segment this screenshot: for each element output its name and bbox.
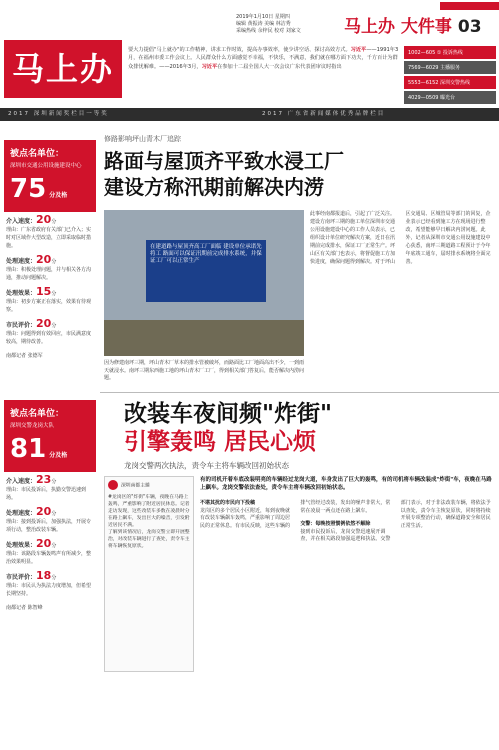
hotline-line: 采编热线 余梓民 校对 刘家文 xyxy=(236,28,301,34)
score-item: 介入速度：20分 理由：广东省政府有关部门已介入；实时对区域作大型改造，立即采取临时措施。 xyxy=(6,213,92,249)
phone-header xyxy=(108,480,190,490)
phone-header-text: 深圳南都主播 xyxy=(121,483,150,489)
hotline-item: 5553—6152 深圳交警热线 xyxy=(404,76,496,89)
headline-line: 路面与屋顶齐平致水浸工厂 xyxy=(104,149,344,173)
paragraph: 接到市民投诉后，龙岗交警迅速展开调查，并在相关路段加强巡逻和执法。交警部门表示，对于非法改装车辆，将依法予以查处，责令车主恢复原状，同时将持续开展专项整治行动，确保道路安全和居民正常生活。 xyxy=(300,500,491,543)
scorecard-title: 被点名单位： xyxy=(10,149,65,159)
highlight-name: 习近平 xyxy=(201,63,218,70)
subhead: 交警：每晚按照惯例依然不解除 xyxy=(300,521,371,528)
date-line: 2019年1月10日 星期四 xyxy=(236,14,290,20)
masthead xyxy=(0,0,499,112)
highlight-name: 习近平 xyxy=(350,47,367,53)
scorecard-body xyxy=(4,472,96,622)
scorecard-2 xyxy=(4,400,96,622)
score-item: 处理速度：20分 理由：接到投诉后，加强执法，开展专项行动，整治改装车辆。 xyxy=(6,505,92,533)
article2-deck: 龙岗交警两次执法，责令车主将车辆改回初始状态 xyxy=(124,461,289,470)
byline: 南都记者 张德军 xyxy=(6,353,43,359)
scorecard-unit: 深圳交警龙岗大队 xyxy=(10,423,55,429)
scorecard-score xyxy=(10,434,90,464)
score-item: 处理效果：15分 理由：初步方案正在落实，效果有待观察。 xyxy=(6,285,92,313)
headline-line: 改装车夜间频"炸街" xyxy=(124,401,332,427)
photo-sign-text: 在建道路与屋顶齐高工厂面临 建设单位承诺先将工 路面可以保证汛期前完成排水系统，并保证工厂可以正常生产 xyxy=(146,240,266,302)
byline: 南都记者 陈智峰 xyxy=(6,605,43,611)
avatar xyxy=(108,480,118,490)
award-ribbon xyxy=(0,108,499,121)
score-item: 市民评价：18分 理由：市民认为执法力度增加，但希望长期坚持。 xyxy=(6,569,92,597)
scorecard-score xyxy=(10,174,90,204)
score-unit: 分及格 xyxy=(49,192,68,199)
score-item: 介入速度：23分 理由：市民投诉后，执勤交警迅速到场。 xyxy=(6,473,87,501)
headline-line: 引擎轰鸣 居民心烦 xyxy=(124,429,317,455)
phone-screenshot xyxy=(104,476,194,672)
score-value: 75 xyxy=(10,174,47,204)
scorecard-title: 被点名单位： xyxy=(10,409,65,419)
article1-kicker: 修路影响坪山青木厂追踪 xyxy=(104,135,181,143)
score-item: 处理效果：20分 理由：该路段车辆轰鸣声有所减少，整治效果明显。 xyxy=(6,537,92,565)
scorecard-body xyxy=(4,212,96,370)
scorecard-1 xyxy=(4,140,96,370)
photo-ground xyxy=(104,320,304,356)
hotline-panel xyxy=(404,46,496,106)
award-right: 2017 广东省新闻媒体优秀品牌栏目 xyxy=(262,111,386,117)
article2-body xyxy=(200,500,495,746)
article1-body: 此事经南都报道后，引起了广泛关注。建设方南坪三期的施工单位深圳市交通公用设施建设中心的工作人员表示，已组织设计单位研究解决方案，近日在汛期前完成排水，保证工厂正常生产。坪山区有关部门也表示，将督促施工方加快进度，确保问题得到解决。对于坪山区交通局、区城管局等部门的回复，企业表示已经看到施工方在现场进行整改，希望能够早日解决内涝问题。此外，记者从深圳市交通公用设施建设中心获悉，南坪三期道路工程预计于今年年底竣工通车，届时排水系统将全面完善。 xyxy=(310,211,491,265)
score-value: 81 xyxy=(10,434,47,464)
section-divider xyxy=(100,392,499,393)
section-title xyxy=(344,12,482,37)
score-unit: 分及格 xyxy=(49,452,68,459)
column-intro: 要大力提倡"马上就办"的工作精神，讲求工作时效，提高办事效率，使少讲空话、探讨高效方式。习近平——1991年3月，在福州市委工作会议上。人民群众什么方面感觉不幸福，不快乐，不满意，我们就在哪方面下功夫，千方百计为群众排忧解难。——2016年3月，习近平在参加十二届全国人大一次会议广东代表团审议时指出 xyxy=(128,47,399,70)
hotline-item: 7569—6029 主播服务 xyxy=(404,61,496,74)
article2-headline xyxy=(124,400,454,456)
top-accent-bar xyxy=(440,2,499,10)
paragraph: 龙岗区的多个居民小区附近，每到夜晚就有改装车辆飙车轰鸣，严重影响了周边居民的正常休息。有市民反映，这些车辆的排气管经过改装，发出的噪声非常大，常常在凌晨一两点还在路上飙车。 xyxy=(200,500,391,529)
article1-caption: 因为修建南坪三期，坪山青木厂草本的排水管被破坏，而路面比工厂地面高出不少，一到雨天就浸水。南坪三期东西施工地的坪山青木厂工厂，得到相关部门答复后，能否解决内涝问题。 xyxy=(104,360,305,381)
scorecard-header xyxy=(4,140,96,212)
scorecard-header xyxy=(4,400,96,472)
article1-headline xyxy=(104,148,494,200)
hotline-item: 1002—605 ① 投诉热线 xyxy=(404,46,496,59)
column-logo: 马上办 xyxy=(4,40,122,98)
subhead: 不堪其扰的市民向下投稿 xyxy=(200,500,256,506)
headline-line: 建设方称汛期前解决内涝 xyxy=(104,175,324,199)
article2-lead: 有的司机开着车底改装明亮的车辆经过龙岗大道，车身发出了巨大的轰鸣，有的司机将车辆改装成"炸街"车，夜晚在马路上飙车。龙岗交警依法查处，责令车主将车辆改回初始状态。 xyxy=(200,477,492,491)
hotline-item: 4029—0509 曝光台 xyxy=(404,91,496,104)
award-left: 2017 深圳新闻奖栏目一等奖 xyxy=(8,111,109,117)
phone-post-text: #龙岗区的"炸街"车辆，夜晚在马路上轰鸣，严重影响了附近居民休息。记者走访发现，这些改装车多数在凌晨时分在路上飙车，发出巨大的噪音，引发附近居民不满。 了解到该情况后，龙岗交警立即开展整治，对改装车辆进行了查处，责令车主将车辆恢复原状。 xyxy=(108,495,190,549)
article1-photo xyxy=(104,210,304,356)
scorecard-unit: 深圳市交通公用设施建设中心 xyxy=(10,163,82,169)
editor-line: 编辑 黄振涛 美编 林洁秀 xyxy=(236,21,291,27)
page-number: 03 xyxy=(457,17,482,37)
section-name: 马上办 大件事 xyxy=(344,17,452,37)
score-item: 市民评价：20分 理由：问题得到有效回应，市民满意度较高，期待改善。 xyxy=(6,317,92,345)
score-item: 处理速度：20分 理由：积极处理问题，并与相关各方沟通，推动问题解决。 xyxy=(6,253,92,281)
